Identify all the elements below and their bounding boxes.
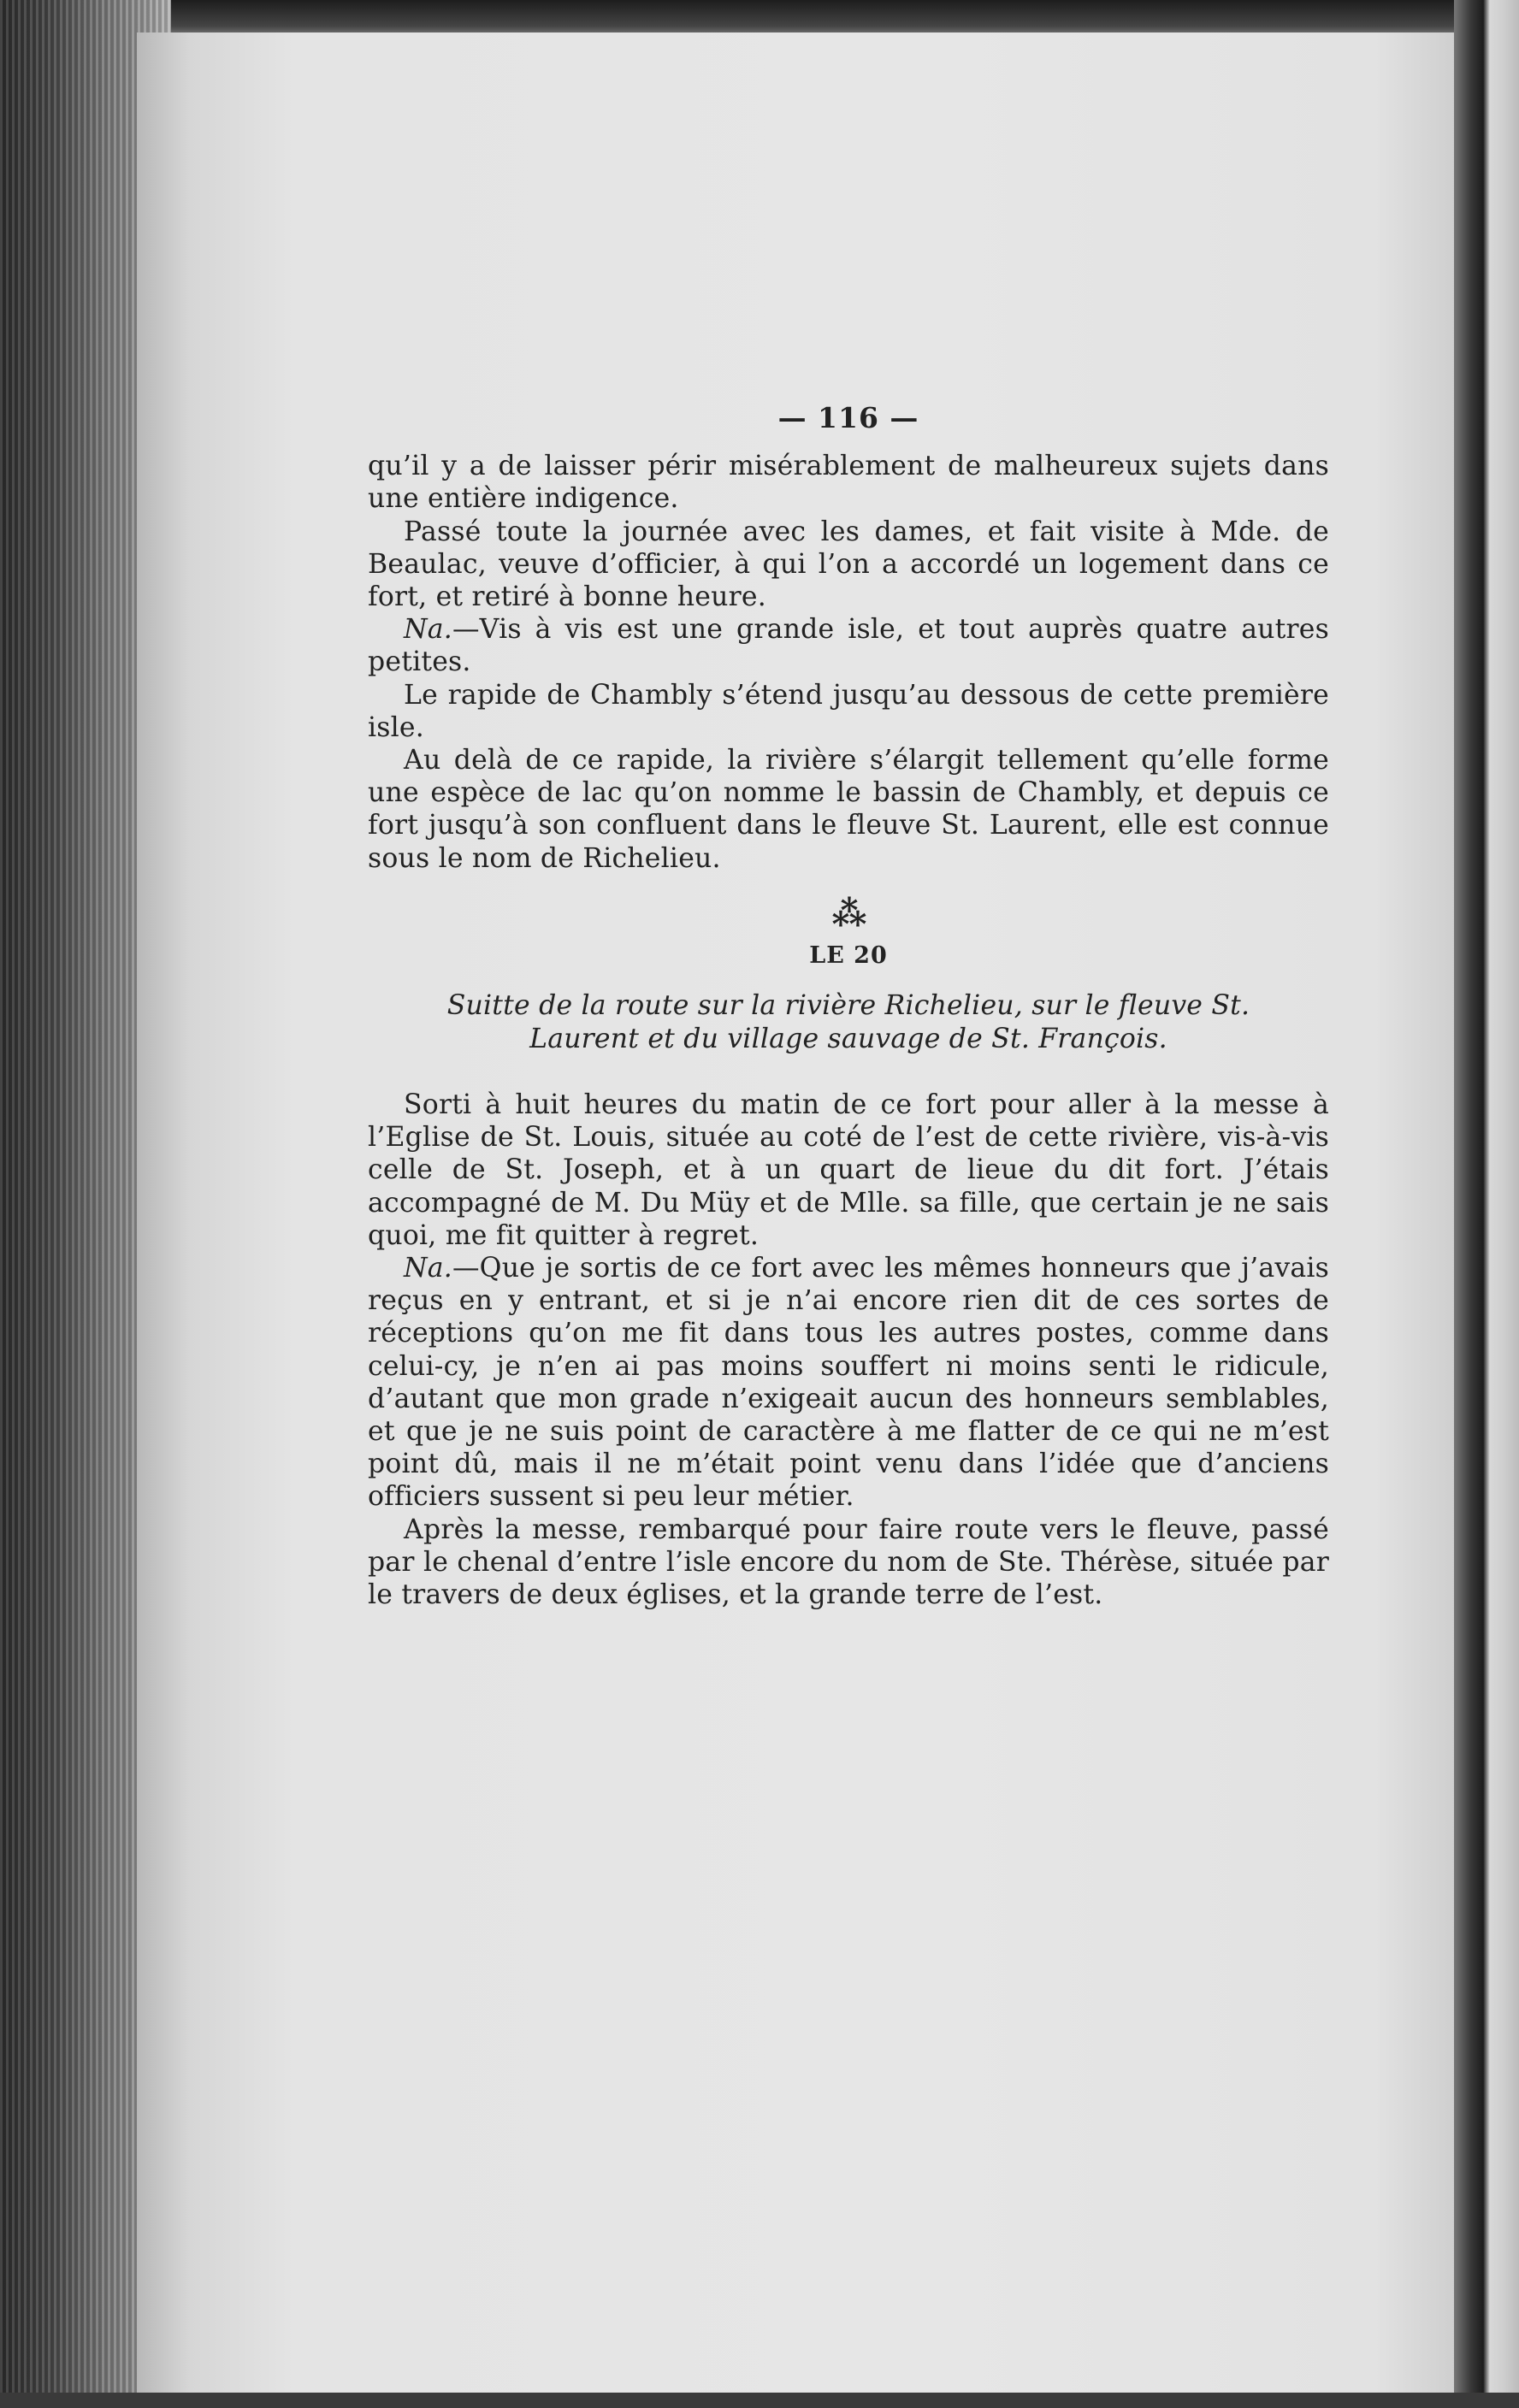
scan-right-gutter (1454, 0, 1519, 2408)
subtitle-line: Laurent et du village sauvage de St. François. (529, 1024, 1167, 1055)
paragraph-text: Passé toute la journée avec les dames, et fait visite à Mde. de Beaulac, veuve d’officier, à qui l’on a accordé un logement dans ce fort, et retiré à bonne heure. (368, 516, 1329, 613)
paragraph (368, 450, 1329, 515)
paragraphs-after-section (368, 1089, 1329, 1611)
paragraph (368, 1089, 1329, 1252)
paragraph (368, 613, 1329, 678)
paragraphs-before-section (368, 450, 1329, 875)
page-text-block (368, 402, 1329, 1611)
paragraph-lead: Na. (404, 614, 452, 646)
paragraph-text: qu’il y a de laisser périr misérablement de malheureux sujets dans une entière indigence. (368, 451, 1329, 515)
paragraph (368, 1514, 1329, 1612)
section-ornament: ⁂ (831, 893, 866, 934)
scan-top-border (0, 0, 1519, 32)
subtitle-line: Suitte de la route sur la rivière Richelieu, sur le fleuve St. (446, 990, 1250, 1022)
paragraph-text: Après la messe, rembarqué pour faire route vers le fleuve, passé par le chenal d’entre l’isle encore du nom de Ste. Thérèse, située par le travers de deux églises, et la grande terre de l’est. (368, 1514, 1329, 1611)
paragraph-text: —Que je sortis de ce fort avec les mêmes honneurs que j’avais reçus en y entrant, et si je n’ai encore rien dit de ces sortes de réceptions qu’on me fit dans tous les autres postes, comme dans celui-cy, je n’en ai pas moins souffert ni moins senti le ridicule, d’autant que mon grade n’exigeait aucun des honneurs semblables, et que je ne suis point de caractère à me flatter de ce qui ne m’est point dû, mais il ne m’était point venu dans l’idée que d’anciens officiers sussent si peu leur métier. (368, 1253, 1329, 1513)
paragraph-text: Au delà de ce rapide, la rivière s’élargit tellement qu’elle forme une espèce de lac qu’on nomme le bassin de Chambly, et depuis ce fort jusqu’à son confluent dans le fleuve St. Laurent, elle est connue sous le nom de Richelieu. (368, 745, 1329, 874)
scan-bottom-border (0, 2393, 1519, 2408)
paragraph-text: —Vis à vis est une grande isle, et tout auprès quatre autres petites. (368, 614, 1329, 678)
paragraph (368, 1252, 1329, 1514)
paragraph (368, 744, 1329, 875)
paragraph (368, 679, 1329, 744)
paragraph-text: Le rapide de Chambly s’étend jusqu’au dessous de cette première isle. (368, 679, 1329, 743)
section-subtitle (368, 989, 1329, 1056)
page-number: — 116 — (777, 401, 919, 434)
paragraph (368, 516, 1329, 614)
paragraph-lead: Na. (404, 1253, 452, 1284)
section-heading: LE 20 (809, 941, 888, 969)
paragraph-text: Sorti à huit heures du matin de ce fort pour aller à la messe à l’Eglise de St. Louis, située au coté de l’est de cette rivière, vis-à-vis celle de St. Joseph, et à un quart de lieue du dit fort. J’étais accompagné de M. Du Müy et de Mlle. sa fille, que certain je ne sais quoi, me fit quitter à regret. (368, 1089, 1329, 1251)
